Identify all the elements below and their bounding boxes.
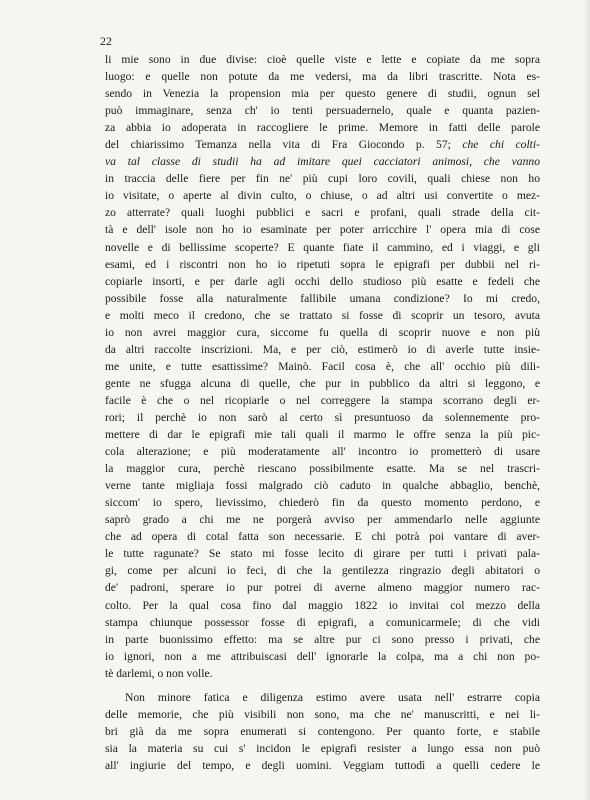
text-line: me unite, e tutte esattissime? Mainò. Facil cosa è, che all' occhio più dili-: [105, 359, 540, 373]
text-line: de' padroni, sperare io pur potrei di averne almeno maggior numero rac-: [105, 581, 540, 595]
quote-line: va tal classe di studii ha ad imitare quei cacciatori animosi, che vanno: [105, 155, 540, 169]
text-line: all' ingiurie del tempo, e degli uomini. Veggiam tuttodì a quelli cedere le: [105, 758, 540, 772]
page-edge-shadow: [584, 0, 590, 800]
text-line: io non avrei maggior cura, siccome fu quella di scoprir nuove e non più: [105, 325, 540, 339]
text-line: sia la materia su cui s' incidon le epigrafi resister a lungo essa non può: [105, 741, 540, 755]
text-line: [105, 136, 540, 153]
paragraph-1: [105, 51, 540, 682]
text-line: io visitate, o aperte al divin culto, o chiuse, o ad altri usi convertite o mez-: [105, 189, 540, 203]
paragraph-gap: [105, 682, 540, 689]
text-line: in traccia delle fiere per fin ne' più cupi loro covili, quali chiese non ho: [105, 172, 540, 186]
text-line: le tutte ragunate? Se stato mi fosse lecito di girare per tutti i privati pala-: [105, 547, 540, 561]
text-line: esami, ed i riscontri non ho io ripetuti sopra le epigrafi per dubbii nel ri-: [105, 257, 540, 271]
text-line: da altri raccolte inscrizioni. Ma, e per ciò, estimerò io di averle tutte insie-: [105, 342, 540, 356]
text-line: luogo: e quelle non potute da me vedersi, ma da libri trascritte. Nota es-: [105, 70, 540, 84]
text-line: facile è che o nel ricopiarle o nel correggere la stampa scorrano degli er-: [105, 393, 540, 407]
page-number: 22: [100, 34, 112, 48]
text-line: bri già da me sopra enumerati si contengono. Per quanto forte, e stabile: [105, 724, 540, 738]
text-line: possibile fosse alla naturalmente fallibile umana condizione? Io mi credo,: [105, 291, 540, 305]
text-line: tè darlemi, o non volle.: [105, 666, 213, 680]
text-line: gi, come per alcuni io feci, di che la gentilezza ringrazio degli abitatori o: [105, 564, 540, 578]
quote-start: che chi colti-: [462, 138, 540, 152]
text-line: saprò grado a chi me ne porgerà avviso per ammendarlo nelle aggiunte: [105, 513, 540, 527]
text-line: verne tante migliaja fossi malgrado ciò caduto in qualche abbaglio, benchè,: [105, 479, 540, 493]
text-line: che ad opera di cotal fatta son necessarie. E chi potrà poi vantare di aver-: [105, 530, 540, 544]
body-text: [105, 51, 540, 774]
text-line: delle memorie, che più visibili non sono, ma che ne' manuscritti, e nei li-: [105, 707, 540, 721]
text-line: gente ne sfugga alcuna di quelle, che pur in pubblico da altri si leggono, e: [105, 376, 540, 390]
paragraph-2: [105, 689, 540, 774]
text-line: e molti meco il credono, che se trattato si fosse di scoprir un tesoro, avuta: [105, 308, 540, 322]
text-line: la maggior cura, perchè riescano possibilmente esatte. Ma se nel trascri-: [105, 462, 540, 476]
text-line: io ignori, non a me attribuiscasi dell' ignorarle la colpa, ma a chi non po-: [105, 649, 540, 663]
text-line: siccom' io spero, lievissimo, chiederò fin da questo momento perdono, e: [105, 496, 540, 510]
text-line: cola alterazione; e più moderatamente all' incontro io prometterò di usare: [105, 445, 540, 459]
text-line: in parte buonissimo effetto: ma se altre pur ci sono presso i privati, che: [105, 632, 540, 646]
text-line: li mie sono in due divise: cioè quelle viste e lette e copiate da me sopra: [105, 53, 540, 66]
text-line: tà e dell' isole non ho io esaminate per poter arricchire l' opera mia di cose: [105, 223, 540, 237]
text-line: mettere di dar le epigrafi mie tali quali il marmo le offre senza la più pic-: [105, 428, 540, 442]
text-line: sendo in Venezia la propension mia per questo genere di studii, ognun sel: [105, 87, 540, 101]
text-line: zo atterrate? quali luoghi pubblici e sacri e profani, quali strade della cit-: [105, 206, 540, 220]
text-line: rori; il perchè io non sarò al certo sì presuntuoso da solennemente pro-: [105, 410, 540, 424]
text-line: novelle e di bellissime scoperte? E quante fiate il cammino, ed i viaggi, e gli: [105, 240, 540, 254]
text-line: za abbia io adoperata in raccogliere le prime. Memore in fatti delle parole: [105, 121, 540, 135]
text-line: stampa chiunque possessor fosse di epigrafi, a comunicarmele; di che vidi: [105, 615, 540, 629]
text-line: colto. Per la qual cosa fino dal maggio 1822 io invitai col mezzo della: [105, 598, 540, 612]
text-line: Non minore fatica e diligenza estimo avere usata nell' estrarre copia: [125, 690, 540, 704]
text-line: può immaginare, senza ch' io tenti persuadernelo, quale e quanta pazien-: [105, 104, 540, 118]
text-segment: del chiarissimo Temanza nella vita di Fra Giocondo p. 57;: [105, 138, 451, 152]
text-line: copiarle insorti, e per darle agli occhi dello studioso più esatte e fedeli che: [105, 274, 540, 288]
